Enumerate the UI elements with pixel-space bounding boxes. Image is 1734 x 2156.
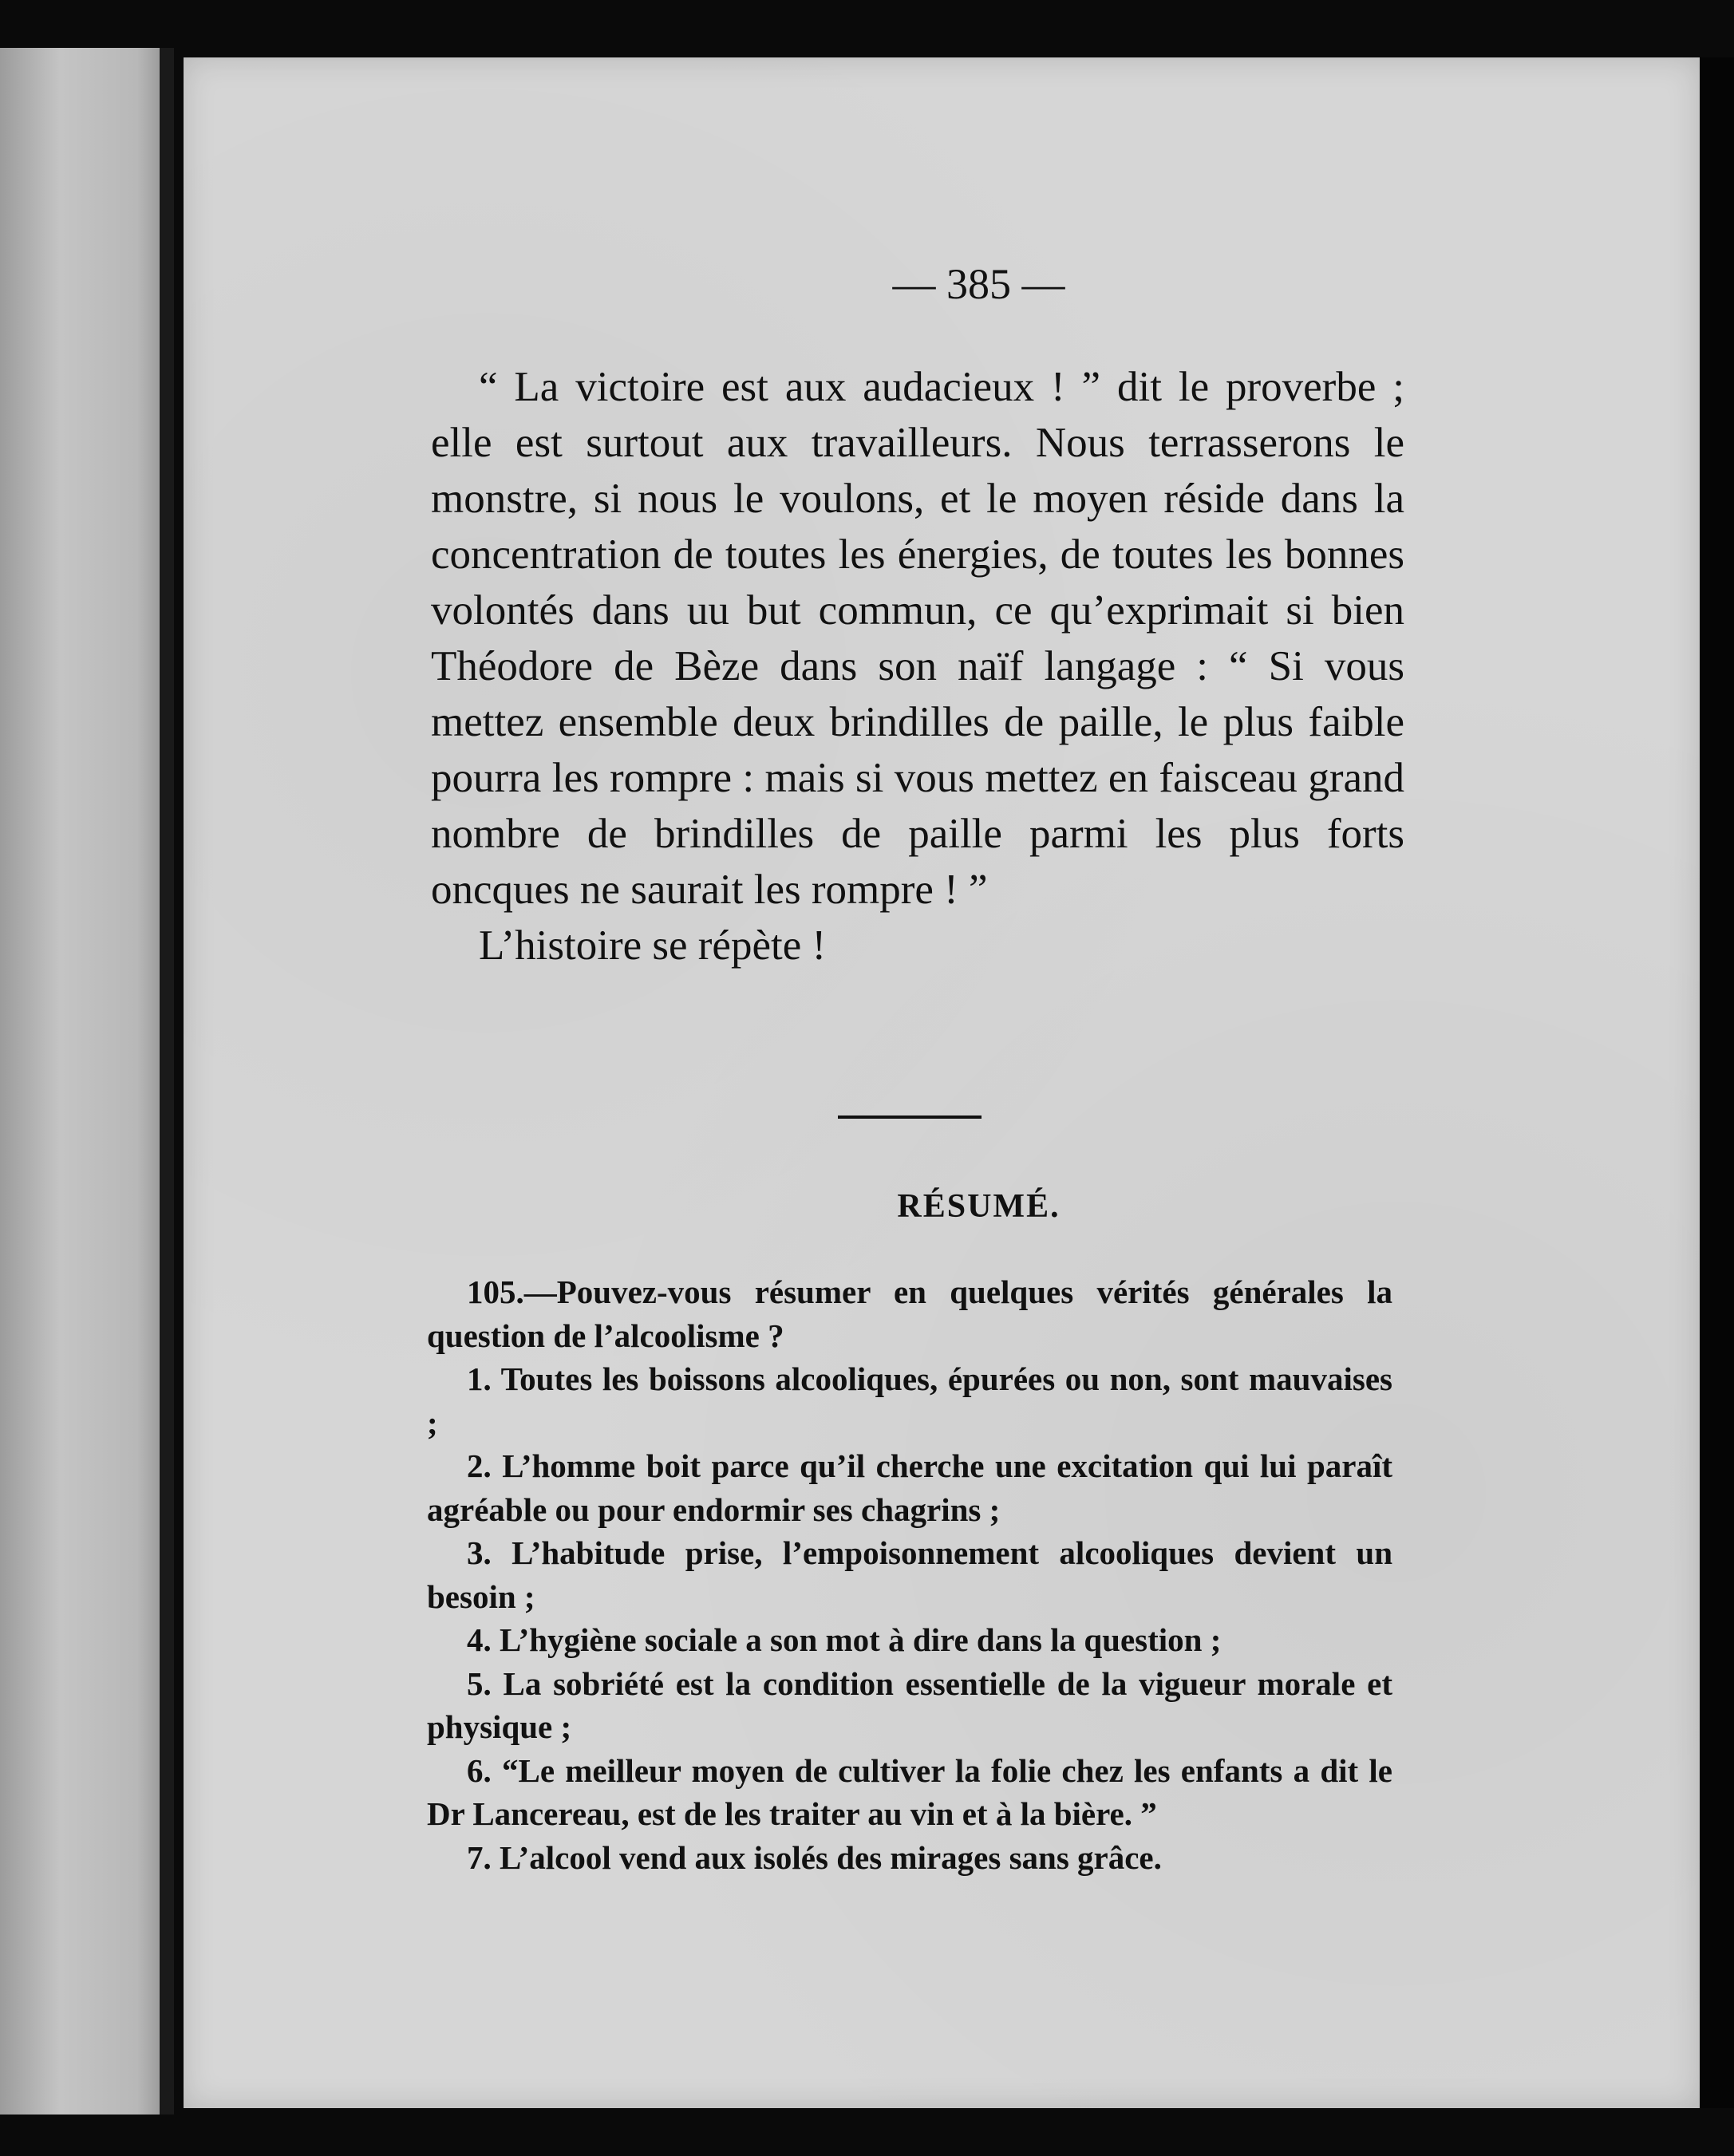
- previous-page-strip: [0, 48, 172, 2115]
- main-paragraph-2: L’histoire se répète !: [479, 922, 827, 969]
- main-paragraph-1: “ La victoire est aux audacieux ! ” dit le proverbe ; elle est surtout aux travailleurs. Nous terrasserons le monstre, si nous le voulons, et le moyen réside dans la concentration de toutes les énergies, de toutes les bonnes volontés dans uu but commun, ce qu’exprimait si bien Théodore de Bèze dans son naïf langage : “ Si vous mettez ensemble deux brindilles de paille, le plus faible pourra les rompre : mais si vous mettez en faisceau grand nombre de brindilles de paille parmi les plus forts oncques ne saurait les rompre ! ”: [431, 364, 1404, 913]
- resume-item-1: 1. Toutes les boissons alcooliques, épurées ou non, sont mauvaises ;: [427, 1360, 1392, 1441]
- page-number: — 385 —: [892, 260, 1065, 308]
- resume-item-7: 7. L’alcool vend aux isolés des mirages sans grâce.: [467, 1838, 1162, 1876]
- binding-gutter: [160, 48, 174, 2115]
- resume-block: [427, 1270, 1392, 1879]
- resume-item-3: 3. L’habitude prise, l’empoisonnement alcooliques devient un besoin ;: [427, 1534, 1392, 1615]
- resume-item-5: 5. La sobriété est la condition essentielle de la vigueur morale et physique ;: [427, 1664, 1392, 1745]
- resume-item-4: 4. L’hygiène sociale a son mot à dire dans la question ;: [467, 1621, 1222, 1658]
- resume-heading: RÉSUMÉ.: [897, 1188, 1061, 1225]
- resume-item-6: 6. “Le meilleur moyen de cultiver la folie chez les enfants a dit le Dr Lancereau, est de les traiter au vin et à la bière. ”: [427, 1751, 1392, 1832]
- scan-border: [1700, 57, 1734, 2108]
- resume-item-2: 2. L’homme boit parce qu’il cherche une excitation qui lui paraît agréable ou pour endormir ses chagrins ;: [427, 1447, 1392, 1528]
- section-divider: [838, 1116, 982, 1119]
- main-text-block: [431, 359, 1404, 973]
- resume-question: 105.—Pouvez-vous résumer en quelques vérités générales la question de l’alcoolisme ?: [427, 1273, 1392, 1354]
